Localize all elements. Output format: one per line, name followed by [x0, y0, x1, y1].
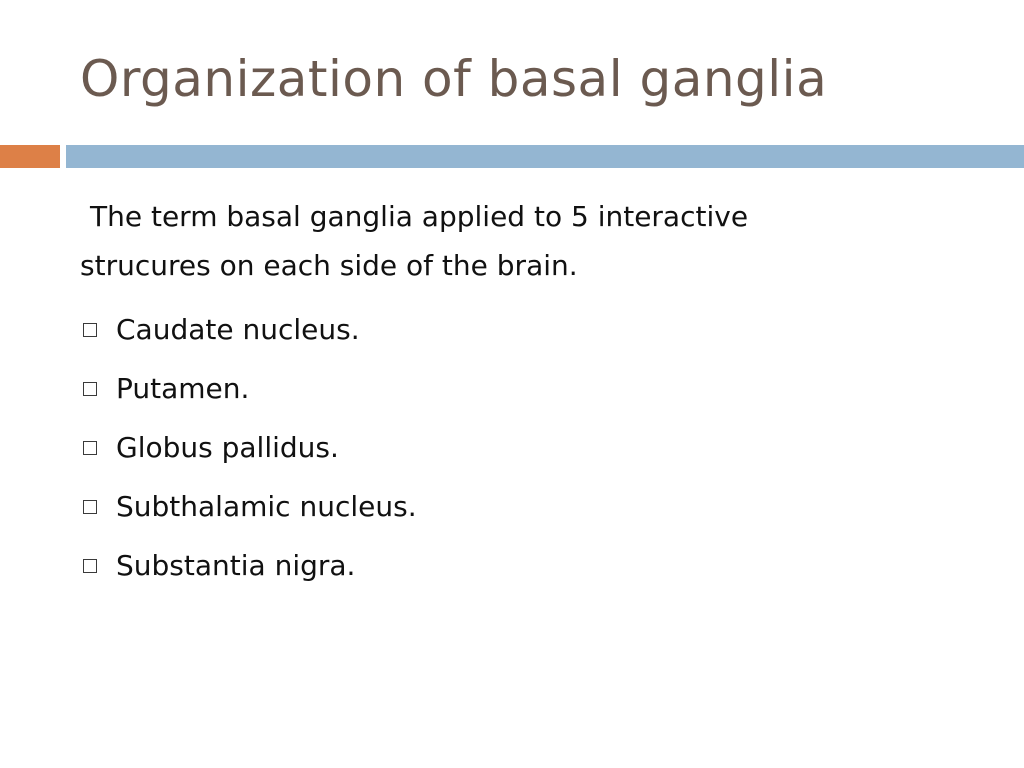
slide-title: Organization of basal ganglia [80, 50, 828, 108]
accent-bar [0, 145, 60, 168]
square-bullet-icon [83, 323, 97, 337]
list-item [80, 536, 417, 595]
intro-line-1: The term basal ganglia applied to 5 interactive [90, 200, 749, 233]
bullet-list [80, 300, 417, 595]
intro-line-2: strucures on each side of the brain. [80, 249, 578, 282]
title-divider-bar [66, 145, 1024, 168]
square-bullet-icon [83, 441, 97, 455]
list-item-label: Putamen. [116, 372, 250, 405]
list-item [80, 359, 417, 418]
list-item-label: Caudate nucleus. [116, 313, 360, 346]
list-item [80, 300, 417, 359]
list-item [80, 477, 417, 536]
square-bullet-icon [83, 500, 97, 514]
list-item-label: Substantia nigra. [116, 549, 356, 582]
intro-paragraph [80, 192, 960, 290]
list-item-label: Globus pallidus. [116, 431, 339, 464]
list-item-label: Subthalamic nucleus. [116, 490, 417, 523]
square-bullet-icon [83, 382, 97, 396]
square-bullet-icon [83, 559, 97, 573]
list-item [80, 418, 417, 477]
